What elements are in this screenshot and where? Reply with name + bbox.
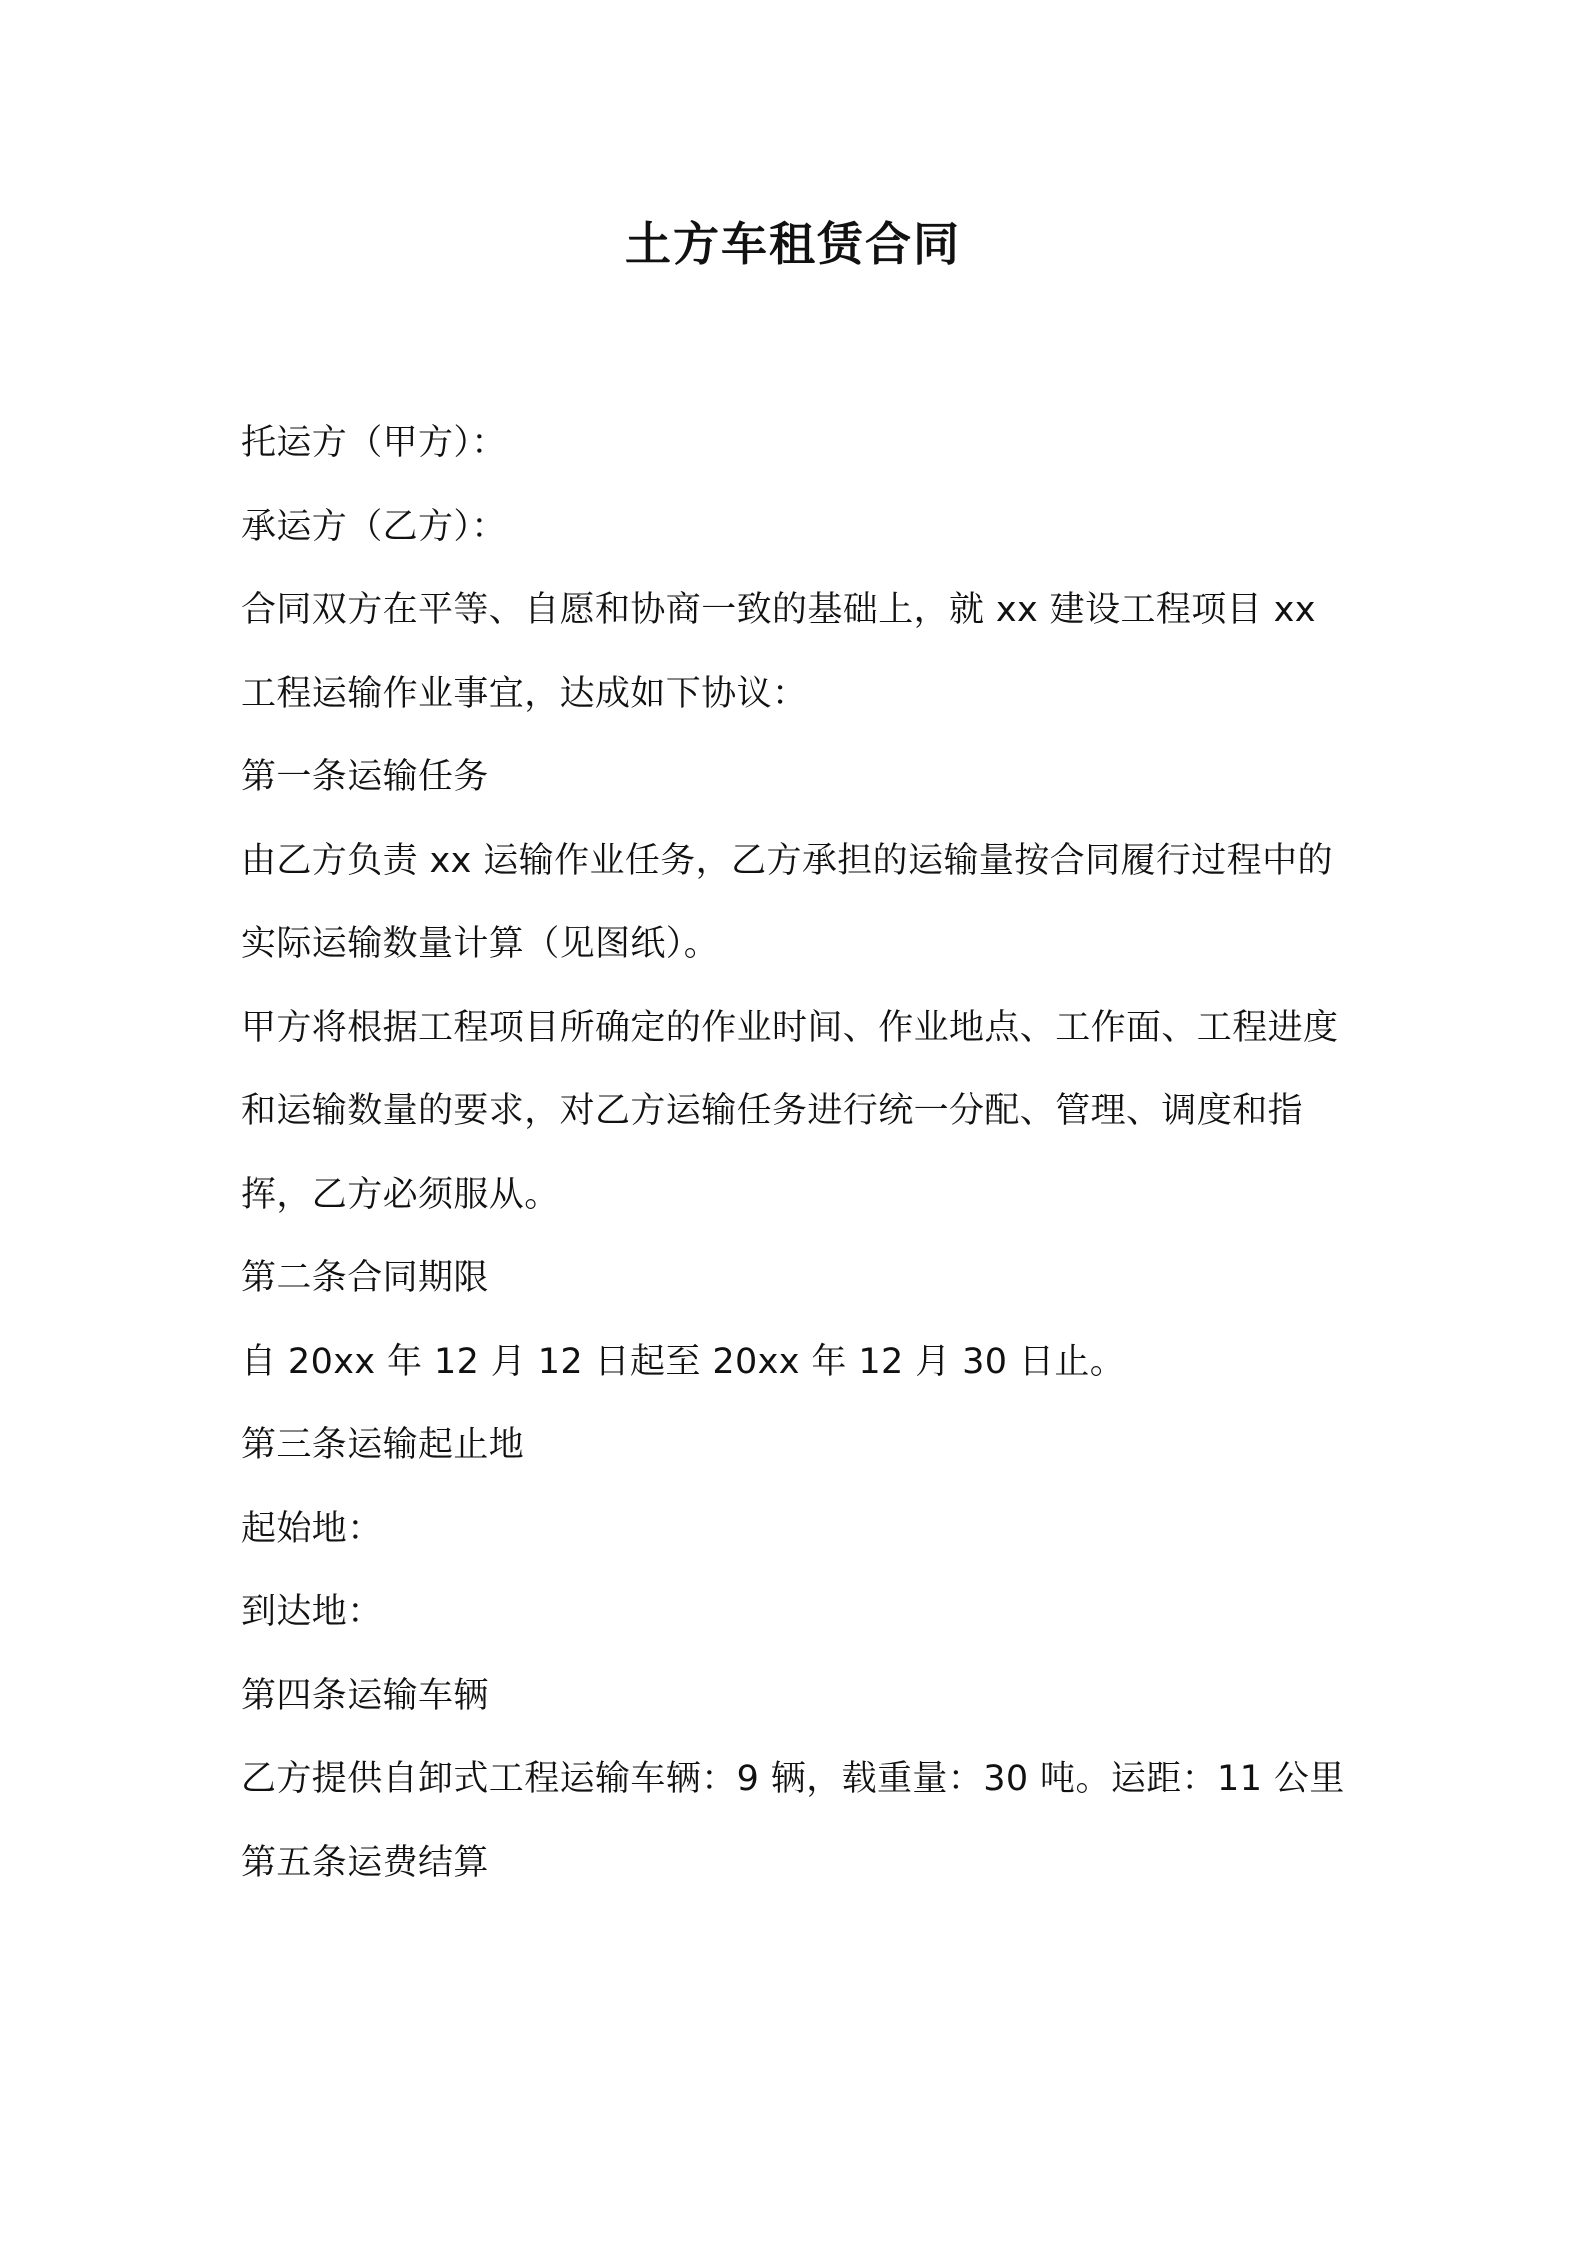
article-5-heading: 第五条运费结算 bbox=[241, 1842, 489, 1883]
article-2-paragraph: 自 20xx 年 12 月 12 日起至 20xx 年 12 月 30 日止。 bbox=[241, 1341, 1126, 1382]
article-4-heading: 第四条运输车辆 bbox=[241, 1675, 489, 1716]
party-b-line: 承运方（乙方）： bbox=[241, 506, 507, 547]
document-body bbox=[241, 402, 1356, 1905]
article-2-heading: 第二条合同期限 bbox=[241, 1258, 489, 1298]
article-1-paragraph-1: 由乙方负责 xx 运输作业任务，乙方承担的运输量按合同履行过程中的实际运输数量计算（见图纸）。 bbox=[241, 840, 1333, 964]
article-1-heading: 第一条运输任务 bbox=[241, 757, 489, 797]
article-1-paragraph-2: 甲方将根据工程项目所确定的作业时间、作业地点、工作面、工程进度和运输数量的要求，对乙方运输任务进行统一分配、管理、调度和指挥，乙方必须服从。 bbox=[241, 1007, 1339, 1215]
preamble-paragraph: 合同双方在平等、自愿和协商一致的基础上，就 xx 建设工程项目 xx 工程运输作业事宜，达成如下协议： bbox=[241, 590, 1316, 714]
origin-line: 起始地： bbox=[241, 1508, 383, 1549]
article-3-heading: 第三条运输起止地 bbox=[241, 1425, 525, 1465]
article-4-paragraph: 乙方提供自卸式工程运输车辆：9 辆，载重量：30 吨。运距：11 公里 bbox=[241, 1759, 1345, 1799]
document-title: 土方车租赁合同 bbox=[625, 217, 961, 271]
destination-line: 到达地： bbox=[241, 1592, 383, 1632]
party-a-line: 托运方（甲方）： bbox=[241, 423, 507, 463]
